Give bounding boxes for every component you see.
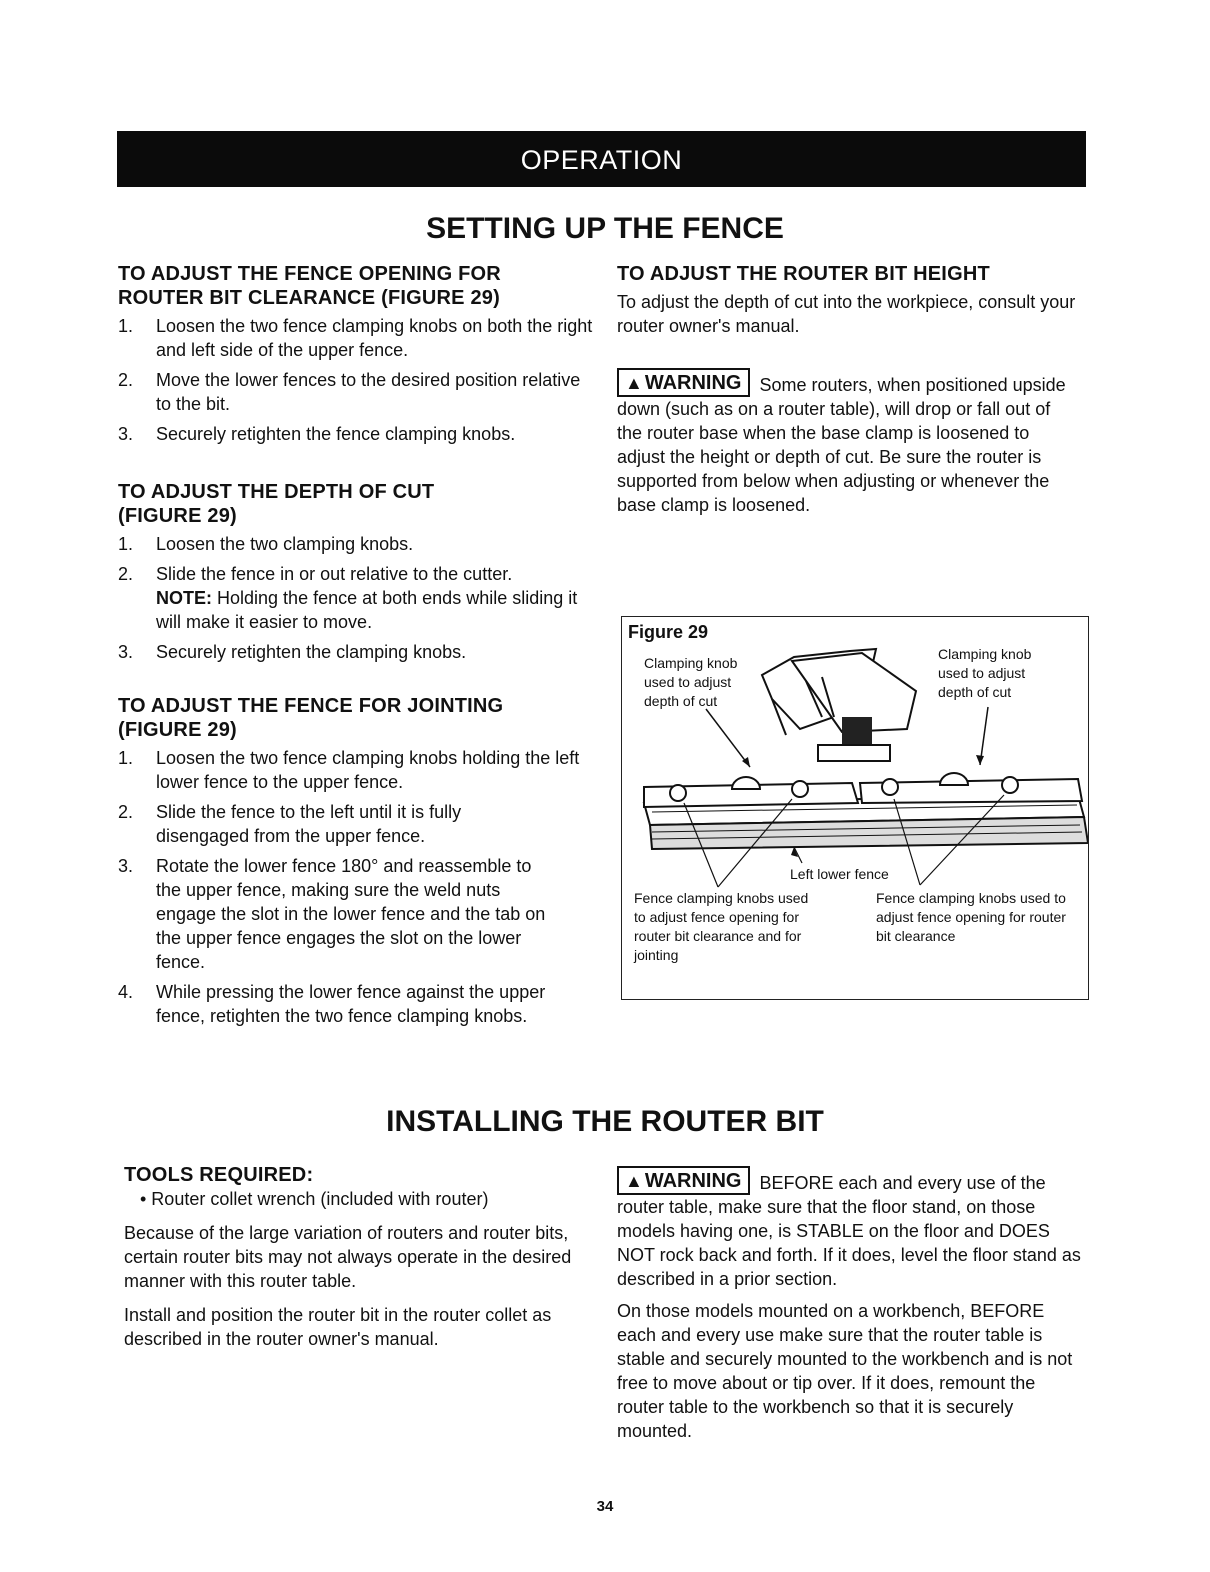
list-item: 3. Securely retighten the fence clamping knobs. <box>118 424 516 444</box>
tools-heading: TOOLS REQUIRED: <box>124 1164 314 1186</box>
height-section <box>617 262 1087 338</box>
caption-knobs-jointing: Fence clamping knobs used to adjust fence opening for router bit clearance and for jointing <box>634 890 809 963</box>
tools-item: • Router collet wrench (included with router) <box>140 1189 489 1209</box>
page-number: 34 <box>596 1498 614 1515</box>
opening-heading: TO ADJUST THE FENCE OPENING FOR ROUTER BIT CLEARANCE (FIGURE 29) <box>118 263 501 309</box>
depth-knob-right <box>940 773 968 785</box>
list-item: 1. Loosen the two fence clamping knobs on both the right and left side of the upper fence. <box>118 316 593 360</box>
caption-knob-left: Clamping knob used to adjust depth of cut <box>644 655 738 709</box>
height-heading: TO ADJUST THE ROUTER BIT HEIGHT <box>617 263 990 285</box>
warning-text: Some routers, when positioned upside down (such as on a router table), will drop or fall out of the router base when the base clamp is loosened to adjust the height or depth of cut. Be sure the router is supported from below when adjusting or whenever the base clamp is loosened. <box>617 375 1066 515</box>
jointing-steps <box>118 746 598 1028</box>
depth-knob-left <box>732 777 760 789</box>
fence-illustration <box>622 617 1089 1000</box>
caption-knob-right: Clamping knob used to adjust depth of cut <box>938 646 1032 700</box>
list-item: 3. Rotate the lower fence 180° and reassemble to the upper fence, making sure the weld nuts engage the slot in the lower fence and the tab on the upper fence engages the slot on the lower fence. <box>118 856 546 972</box>
section-title-fence: SETTING UP THE FENCE <box>426 212 784 245</box>
list-item: 2. Move the lower fences to the desired position relative to the bit. <box>118 370 581 414</box>
warning-para-2: On those models mounted on a workbench, BEFORE each and every use make sure that the router table is stable and securely mounted to the workbench and is not free to move about or tip over. If it does, remount the router table to the workbench so that it is securely mounted. <box>617 1301 1073 1441</box>
tools-para-2: Install and position the router bit in the router collet as described in the router owner's manual. <box>124 1305 552 1349</box>
warning-triangle-icon: ▲ <box>625 1171 643 1191</box>
section-title-router-bit: INSTALLING THE ROUTER BIT <box>386 1105 824 1138</box>
tools-section <box>118 1163 598 1351</box>
warning-box-1 <box>617 368 1077 517</box>
depth-steps <box>118 532 598 664</box>
list-item: 4. While pressing the lower fence against the upper fence, retighten the two fence clamping knobs. <box>118 982 546 1026</box>
fence-knob-4 <box>1002 777 1018 793</box>
list-item: 2. Slide the fence in or out relative to the cutter. NOTE: Holding the fence at both ends while sliding it will make it easier to move. <box>118 564 578 632</box>
section-banner: OPERATION <box>117 131 1086 187</box>
jointing-heading: TO ADJUST THE FENCE FOR JOINTING (FIGURE 29) <box>118 695 504 741</box>
jointing-section <box>118 694 598 1034</box>
list-item: 1. Loosen the two fence clamping knobs holding the left lower fence to the upper fence. <box>118 748 580 792</box>
list-item: 2. Slide the fence to the left until it is fully disengaged from the upper fence. <box>118 802 462 846</box>
caption-knobs-opening: Fence clamping knobs used to adjust fence opening for router bit clearance <box>876 890 1066 944</box>
tools-para-1: Because of the large variation of routers and router bits, certain router bits may not always operate in the desired manner with this router table. <box>124 1223 572 1291</box>
note-label: NOTE: <box>156 588 212 608</box>
warning-text: BEFORE each and every use of the router table, make sure that the floor stand, on those models having one, is STABLE on the floor and DOES NOT rock back and forth. If it does, level the floor stand as described in a prior section. <box>617 1173 1081 1289</box>
router-collet <box>842 717 872 745</box>
caption-left-lower-fence: Left lower fence <box>790 866 889 882</box>
warning-box-2 <box>617 1166 1087 1443</box>
height-body: To adjust the depth of cut into the workpiece, consult your router owner's manual. <box>617 292 1076 336</box>
warning-badge: ▲ WARNING <box>617 1166 750 1195</box>
list-item: 3. Securely retighten the clamping knobs. <box>118 642 467 662</box>
warning-triangle-icon: ▲ <box>625 373 643 393</box>
opening-steps <box>118 314 598 446</box>
warning-badge: ▲ WARNING <box>617 368 750 397</box>
list-item: 1. Loosen the two clamping knobs. <box>118 534 414 554</box>
fence-knob-2 <box>792 781 808 797</box>
depth-heading: TO ADJUST THE DEPTH OF CUT (FIGURE 29) <box>118 481 435 527</box>
figure-29 <box>621 616 1089 1000</box>
figure-title: Figure 29 <box>628 622 709 642</box>
fence-knob-3 <box>882 779 898 795</box>
depth-section <box>118 480 598 670</box>
fence-knob-1 <box>670 785 686 801</box>
opening-section <box>118 262 598 452</box>
